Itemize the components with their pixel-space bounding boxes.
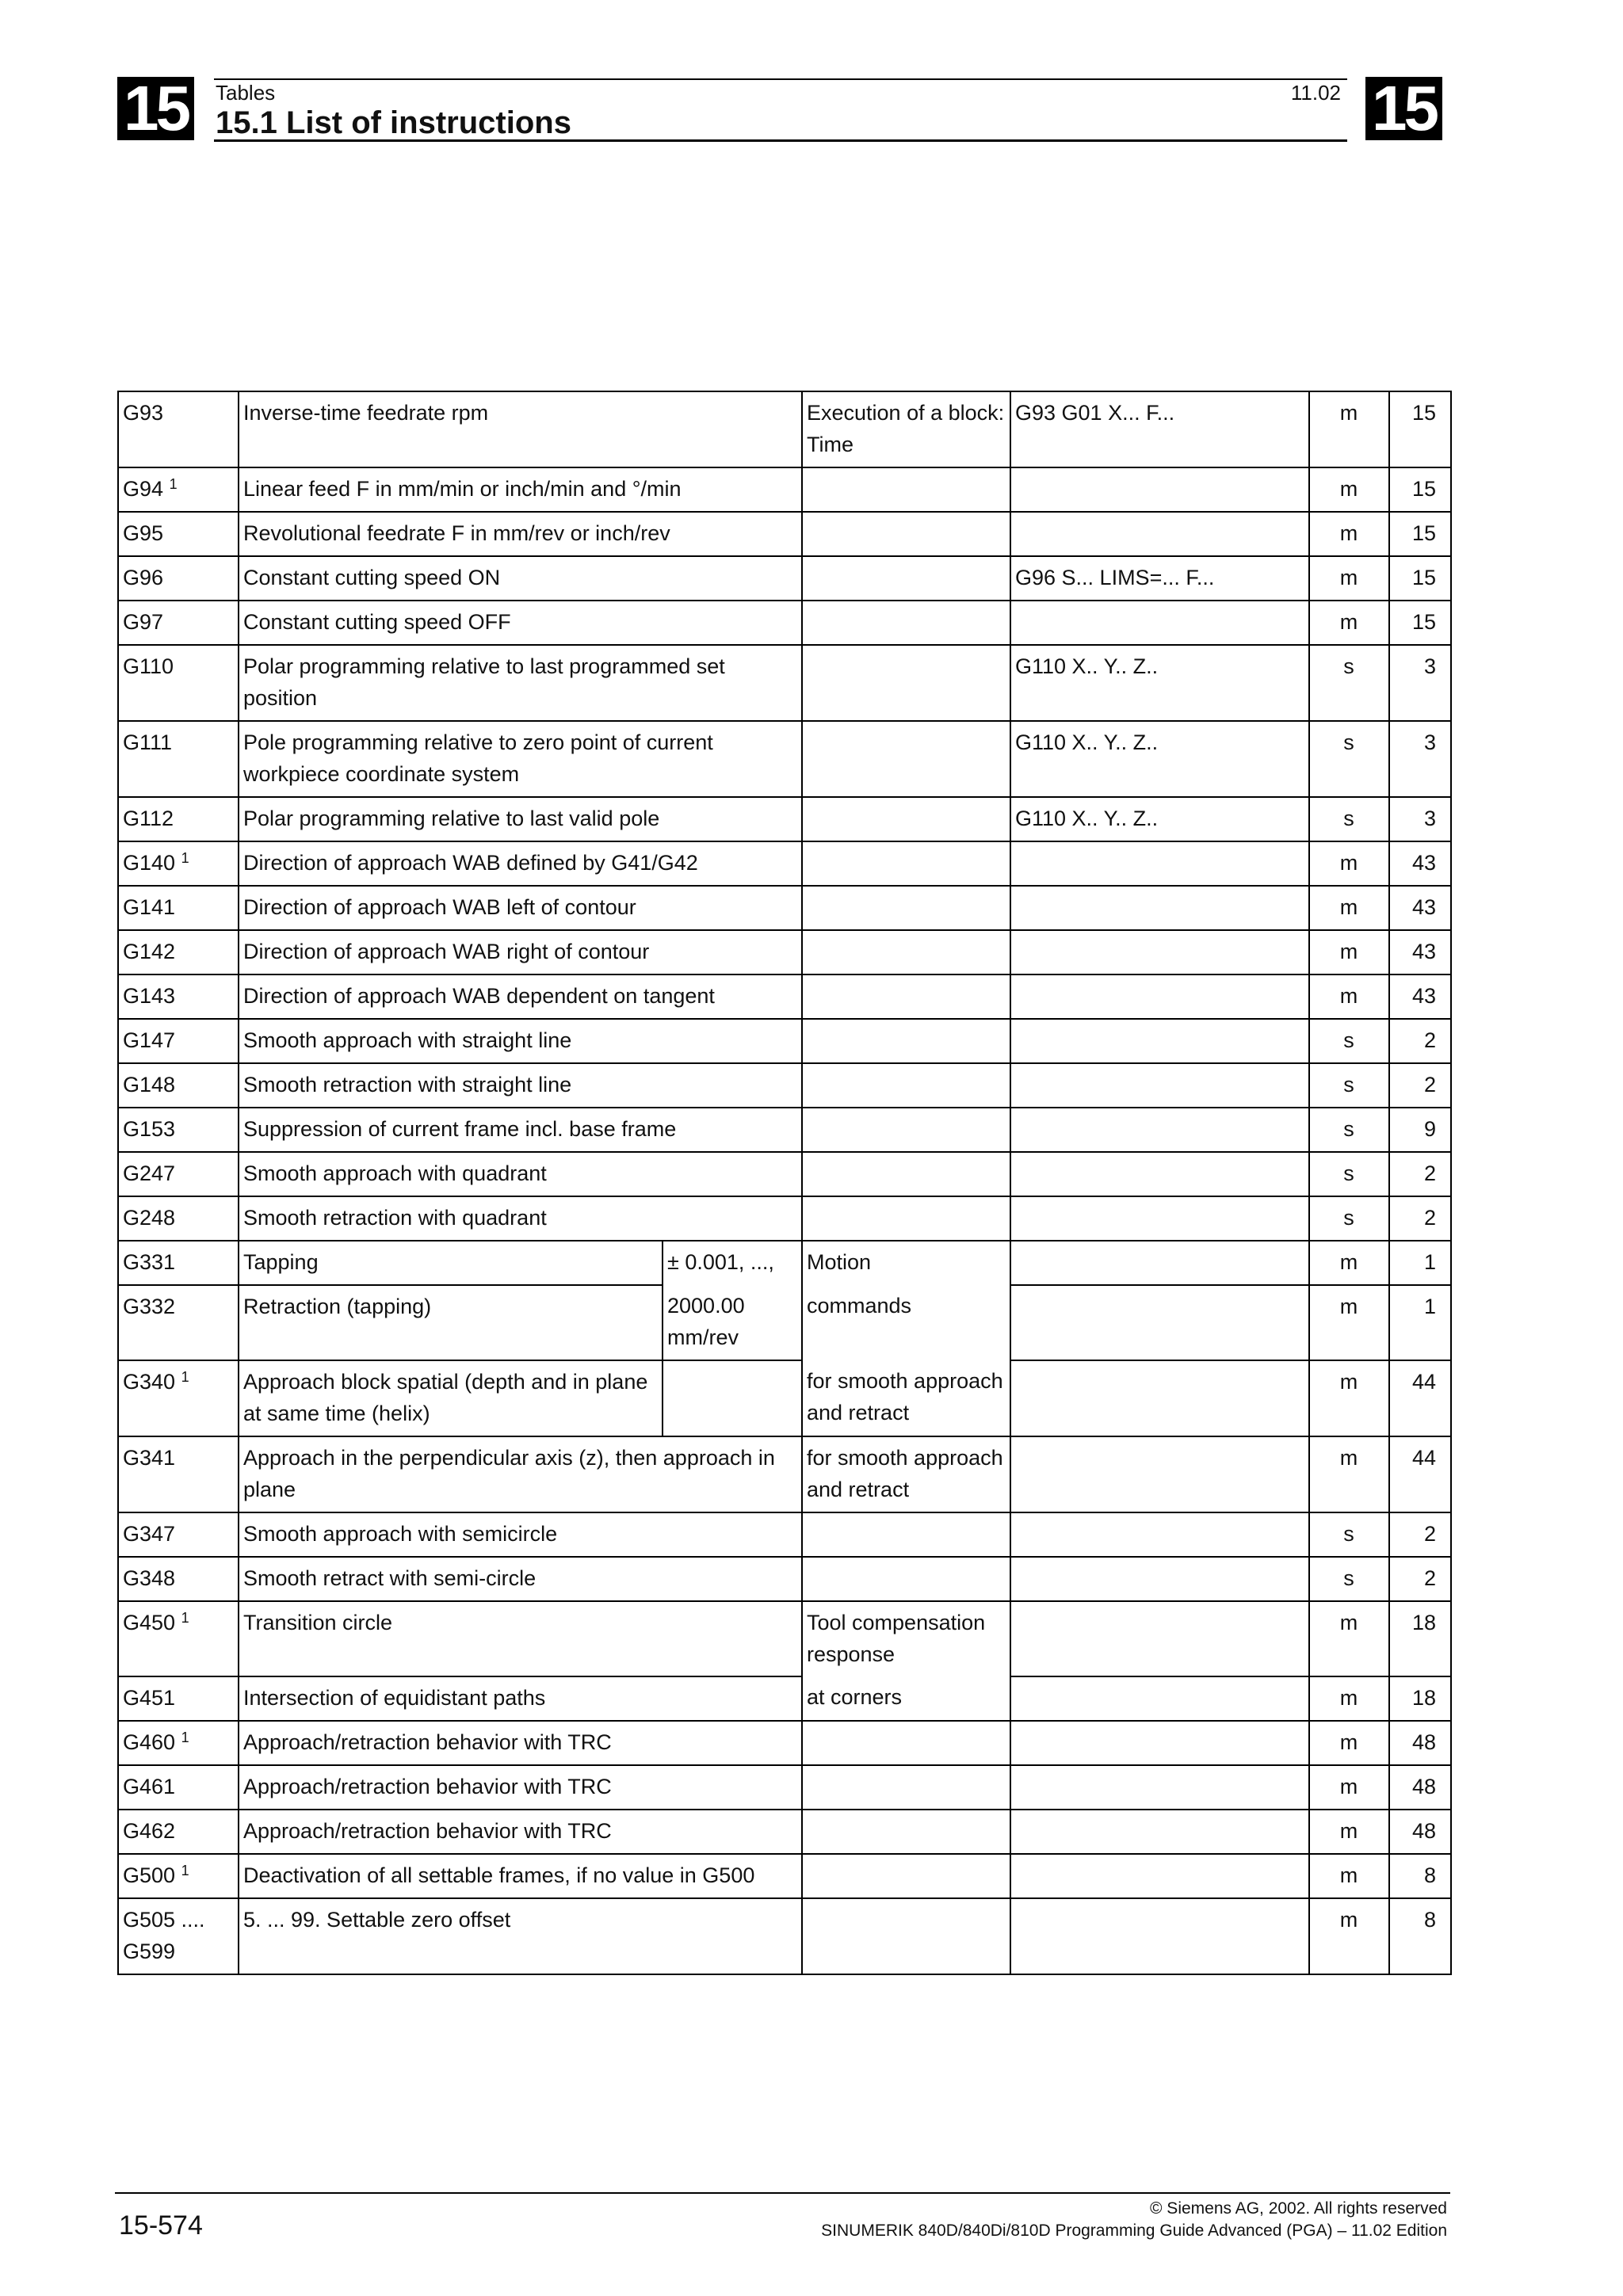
description-cell: Smooth approach with semicircle [239, 1512, 802, 1557]
example-cell [1010, 930, 1309, 974]
example-cell [1010, 841, 1309, 886]
type-cell: m [1309, 1810, 1389, 1854]
type-cell: s [1309, 1152, 1389, 1196]
info-cell [802, 797, 1010, 841]
info-cell [802, 1898, 1010, 1974]
example-cell [1010, 1063, 1309, 1108]
description-cell: Direction of approach WAB left of contour [239, 886, 802, 930]
page-title: 15.1 List of instructions [216, 105, 571, 140]
info-cell [802, 601, 1010, 645]
group-cell: 43 [1389, 930, 1451, 974]
description-cell: Approach/retraction behavior with TRC [239, 1765, 802, 1810]
info-cell [802, 1810, 1010, 1854]
type-cell: m [1309, 1854, 1389, 1898]
code-cell: G247 [118, 1152, 239, 1196]
code-cell: G110 [118, 645, 239, 721]
info-cell [802, 841, 1010, 886]
info-cell [802, 1854, 1010, 1898]
description-cell: Smooth retraction with quadrant [239, 1196, 802, 1241]
type-cell: s [1309, 1512, 1389, 1557]
table-row [118, 512, 1451, 556]
info-cell [802, 974, 1010, 1019]
group-cell: 48 [1389, 1810, 1451, 1854]
values-cell: 2000.00 mm/rev [663, 1285, 802, 1360]
info-cell: for smooth approach and retract [802, 1436, 1010, 1512]
table-row [118, 1285, 1451, 1360]
type-cell: m [1309, 1721, 1389, 1765]
table-row [118, 1676, 1451, 1721]
info-cell [802, 1512, 1010, 1557]
example-cell: G110 X.. Y.. Z.. [1010, 797, 1309, 841]
copyright-notice: © Siemens AG, 2002. All rights reserved [1150, 2199, 1447, 2218]
table-row [118, 645, 1451, 721]
code-cell: G111 [118, 721, 239, 797]
description-cell: Approach/retraction behavior with TRC [239, 1721, 802, 1765]
table-row [118, 601, 1451, 645]
description-cell: Tapping [239, 1241, 663, 1285]
code-cell: G97 [118, 601, 239, 645]
group-cell: 2 [1389, 1152, 1451, 1196]
description-cell: Revolutional feedrate F in mm/rev or inch/rev [239, 512, 802, 556]
description-cell: Constant cutting speed OFF [239, 601, 802, 645]
description-cell: Polar programming relative to last valid pole [239, 797, 802, 841]
code-cell: G96 [118, 556, 239, 601]
code-cell: G505 .... G599 [118, 1898, 239, 1974]
code-cell: G248 [118, 1196, 239, 1241]
description-cell: Approach in the perpendicular axis (z), then approach in plane [239, 1436, 802, 1512]
code-cell: G140 $^1$ [118, 841, 239, 886]
group-cell: 2 [1389, 1196, 1451, 1241]
code-cell: G500 $^1$ [118, 1854, 239, 1898]
info-cell [802, 1196, 1010, 1241]
type-cell: s [1309, 1557, 1389, 1601]
table-row [118, 1196, 1451, 1241]
description-cell: Deactivation of all settable frames, if no value in G500 [239, 1854, 802, 1898]
values-cell: ± 0.001, ..., [663, 1241, 802, 1285]
table-row [118, 930, 1451, 974]
type-cell: s [1309, 1108, 1389, 1152]
code-cell: G143 [118, 974, 239, 1019]
page-number: 15-574 [119, 2210, 203, 2241]
example-cell [1010, 1285, 1309, 1360]
description-cell: Inverse-time feedrate rpm [239, 391, 802, 467]
type-cell: m [1309, 1241, 1389, 1285]
info-cell [802, 721, 1010, 797]
type-cell: m [1309, 930, 1389, 974]
type-cell: s [1309, 797, 1389, 841]
table-row [118, 1108, 1451, 1152]
info-cell [802, 1108, 1010, 1152]
group-cell: 18 [1389, 1676, 1451, 1721]
section-label: Tables [216, 81, 276, 105]
description-cell: Approach/retraction behavior with TRC [239, 1810, 802, 1854]
group-cell: 2 [1389, 1512, 1451, 1557]
example-cell [1010, 1854, 1309, 1898]
group-cell: 15 [1389, 556, 1451, 601]
type-cell: m [1309, 1676, 1389, 1721]
example-cell [1010, 1436, 1309, 1512]
code-cell: G332 [118, 1285, 239, 1360]
group-cell: 1 [1389, 1285, 1451, 1360]
group-cell: 9 [1389, 1108, 1451, 1152]
values-cell [663, 1360, 802, 1436]
example-cell [1010, 974, 1309, 1019]
type-cell: s [1309, 645, 1389, 721]
info-cell [802, 1765, 1010, 1810]
code-cell: G341 [118, 1436, 239, 1512]
table-row [118, 797, 1451, 841]
type-cell: s [1309, 721, 1389, 797]
table-row [118, 841, 1451, 886]
footnote-marker: 1 [181, 1863, 189, 1878]
table-row [118, 1810, 1451, 1854]
example-cell [1010, 1765, 1309, 1810]
table-row [118, 1601, 1451, 1676]
type-cell: m [1309, 1765, 1389, 1810]
example-cell [1010, 886, 1309, 930]
code-cell: G148 [118, 1063, 239, 1108]
example-cell [1010, 1152, 1309, 1196]
chapter-badge-right: 15 [1365, 77, 1442, 140]
group-cell: 18 [1389, 1601, 1451, 1676]
group-cell: 3 [1389, 645, 1451, 721]
info-cell: for smooth approach and retract [802, 1360, 1010, 1436]
table-row [118, 1436, 1451, 1512]
description-cell: Suppression of current frame incl. base frame [239, 1108, 802, 1152]
group-cell: 43 [1389, 974, 1451, 1019]
group-cell: 2 [1389, 1557, 1451, 1601]
description-cell: Intersection of equidistant paths [239, 1676, 802, 1721]
example-cell [1010, 512, 1309, 556]
example-cell: G110 X.. Y.. Z.. [1010, 645, 1309, 721]
group-cell: 15 [1389, 512, 1451, 556]
description-cell: Pole programming relative to zero point of current workpiece coordinate system [239, 721, 802, 797]
example-cell [1010, 1898, 1309, 1974]
type-cell: m [1309, 1285, 1389, 1360]
table-row [118, 391, 1451, 467]
code-cell: G348 [118, 1557, 239, 1601]
example-cell [1010, 1810, 1309, 1854]
example-cell [1010, 1241, 1309, 1285]
group-cell: 43 [1389, 841, 1451, 886]
info-cell [802, 1152, 1010, 1196]
code-cell: G94 $^1$ [118, 467, 239, 512]
info-cell: Execution of a block: Time [802, 391, 1010, 467]
description-cell: Direction of approach WAB defined by G41/G42 [239, 841, 802, 886]
table-row [118, 1854, 1451, 1898]
group-cell: 8 [1389, 1898, 1451, 1974]
footnote-marker: 1 [181, 1369, 189, 1385]
code-cell: G142 [118, 930, 239, 974]
table-row [118, 886, 1451, 930]
group-cell: 43 [1389, 886, 1451, 930]
info-cell: commands [802, 1285, 1010, 1360]
type-cell: m [1309, 1360, 1389, 1436]
table-row [118, 1019, 1451, 1063]
info-cell [802, 1063, 1010, 1108]
example-cell [1010, 601, 1309, 645]
header-rule-bottom [214, 139, 1347, 142]
table-row [118, 1765, 1451, 1810]
example-cell [1010, 1721, 1309, 1765]
type-cell: m [1309, 974, 1389, 1019]
group-cell: 2 [1389, 1019, 1451, 1063]
description-cell: Retraction (tapping) [239, 1285, 663, 1360]
description-cell: 5. ... 99. Settable zero offset [239, 1898, 802, 1974]
group-cell: 3 [1389, 721, 1451, 797]
description-cell: Approach block spatial (depth and in plane at same time (helix) [239, 1360, 663, 1436]
example-cell [1010, 1676, 1309, 1721]
example-cell [1010, 1019, 1309, 1063]
code-cell: G147 [118, 1019, 239, 1063]
table-row [118, 1152, 1451, 1196]
type-cell: m [1309, 556, 1389, 601]
example-cell [1010, 1108, 1309, 1152]
example-cell [1010, 1512, 1309, 1557]
group-cell: 2 [1389, 1063, 1451, 1108]
group-cell: 48 [1389, 1765, 1451, 1810]
info-cell [802, 467, 1010, 512]
table-row [118, 974, 1451, 1019]
table-row [118, 467, 1451, 512]
instruction-table [117, 391, 1452, 1975]
example-cell: G93 G01 X... F... [1010, 391, 1309, 467]
type-cell: m [1309, 467, 1389, 512]
code-cell: G141 [118, 886, 239, 930]
info-cell: at corners [802, 1676, 1010, 1721]
info-cell [802, 512, 1010, 556]
table-row [118, 1360, 1451, 1436]
table-row [118, 1241, 1451, 1285]
document-title: SINUMERIK 840D/840Di/810D Programming Guide Advanced (PGA) – 11.02 Edition [821, 2222, 1447, 2240]
description-cell: Smooth retract with semi-circle [239, 1557, 802, 1601]
group-cell: 8 [1389, 1854, 1451, 1898]
group-cell: 15 [1389, 467, 1451, 512]
description-cell: Smooth retraction with straight line [239, 1063, 802, 1108]
table-row [118, 1898, 1451, 1974]
description-cell: Direction of approach WAB right of contour [239, 930, 802, 974]
info-cell [802, 1721, 1010, 1765]
type-cell: m [1309, 1601, 1389, 1676]
group-cell: 1 [1389, 1241, 1451, 1285]
type-cell: m [1309, 391, 1389, 467]
group-cell: 44 [1389, 1360, 1451, 1436]
table-row [118, 1721, 1451, 1765]
info-cell [802, 886, 1010, 930]
type-cell: s [1309, 1063, 1389, 1108]
type-cell: m [1309, 601, 1389, 645]
footer-rule [115, 2192, 1450, 2194]
code-cell: G450 $^1$ [118, 1601, 239, 1676]
code-cell: G340 $^1$ [118, 1360, 239, 1436]
code-cell: G462 [118, 1810, 239, 1854]
group-cell: 15 [1389, 601, 1451, 645]
type-cell: s [1309, 1196, 1389, 1241]
info-cell: Motion [802, 1241, 1010, 1285]
footnote-marker: 1 [181, 1610, 189, 1626]
group-cell: 15 [1389, 391, 1451, 467]
description-cell: Smooth approach with quadrant [239, 1152, 802, 1196]
example-cell: G110 X.. Y.. Z.. [1010, 721, 1309, 797]
info-cell: Tool compensation response [802, 1601, 1010, 1676]
type-cell: m [1309, 1436, 1389, 1512]
description-cell: Constant cutting speed ON [239, 556, 802, 601]
example-cell [1010, 1601, 1309, 1676]
code-cell: G347 [118, 1512, 239, 1557]
table-row [118, 721, 1451, 797]
footnote-marker: 1 [181, 850, 189, 866]
type-cell: m [1309, 886, 1389, 930]
edition-label: 11.02 [1290, 81, 1341, 105]
footnote-marker: 1 [181, 1730, 189, 1745]
description-cell: Smooth approach with straight line [239, 1019, 802, 1063]
description-cell: Transition circle [239, 1601, 802, 1676]
code-cell: G451 [118, 1676, 239, 1721]
type-cell: m [1309, 512, 1389, 556]
table-row [118, 1063, 1451, 1108]
example-cell [1010, 1196, 1309, 1241]
example-cell [1010, 1360, 1309, 1436]
example-cell [1010, 467, 1309, 512]
info-cell [802, 1557, 1010, 1601]
footnote-marker: 1 [169, 476, 178, 492]
code-cell: G331 [118, 1241, 239, 1285]
table-row [118, 1512, 1451, 1557]
description-cell: Direction of approach WAB dependent on tangent [239, 974, 802, 1019]
description-cell: Linear feed F in mm/min or inch/min and °/min [239, 467, 802, 512]
group-cell: 3 [1389, 797, 1451, 841]
type-cell: s [1309, 1019, 1389, 1063]
header-rule-top [214, 78, 1347, 80]
info-cell [802, 1019, 1010, 1063]
info-cell [802, 930, 1010, 974]
code-cell: G460 $^1$ [118, 1721, 239, 1765]
code-cell: G461 [118, 1765, 239, 1810]
info-cell [802, 556, 1010, 601]
group-cell: 48 [1389, 1721, 1451, 1765]
table-row [118, 556, 1451, 601]
example-cell: G96 S... LIMS=... F... [1010, 556, 1309, 601]
code-cell: G93 [118, 391, 239, 467]
table-row [118, 1557, 1451, 1601]
code-cell: G95 [118, 512, 239, 556]
example-cell [1010, 1557, 1309, 1601]
type-cell: m [1309, 1898, 1389, 1974]
code-cell: G112 [118, 797, 239, 841]
code-cell: G153 [118, 1108, 239, 1152]
group-cell: 44 [1389, 1436, 1451, 1512]
info-cell [802, 645, 1010, 721]
type-cell: m [1309, 841, 1389, 886]
chapter-badge-left: 15 [117, 77, 194, 140]
description-cell: Polar programming relative to last programmed set position [239, 645, 802, 721]
